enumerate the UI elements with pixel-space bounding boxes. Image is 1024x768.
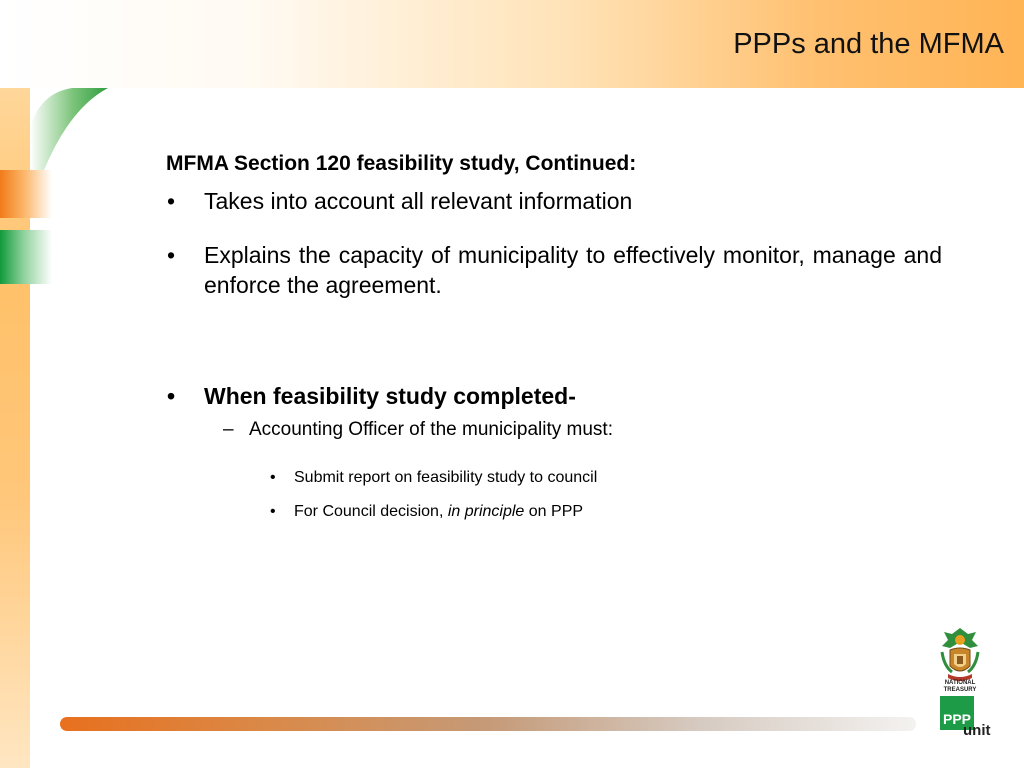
ppp-unit-logo	[932, 626, 991, 742]
national-treasury-label	[932, 680, 988, 694]
section-heading: MFMA Section 120 feasibility study, Continued:	[166, 152, 637, 175]
bullet-mark: •	[167, 383, 176, 409]
bullet-item	[167, 186, 944, 216]
sub-bullet-text: Accounting Officer of the municipality must:	[249, 419, 613, 440]
bullet-item	[167, 381, 944, 411]
bullet-mark: •	[167, 188, 176, 214]
unit-label: unit	[963, 722, 991, 739]
bullet-text: Explains the capacity of municipality to effectively monitor, manage and enforce the agreement.	[204, 242, 942, 298]
sub-sub-bullet-text-before: For Council decision,	[294, 503, 448, 520]
sub-sub-bullet-text-italic: in principle	[447, 503, 525, 520]
bullet-mark: •	[270, 469, 276, 486]
bullet-text: Takes into account all relevant information	[204, 188, 633, 214]
sub-sub-bullet-text-after: on PPP	[524, 503, 584, 520]
bullet-mark: •	[270, 503, 276, 520]
coat-of-arms-icon	[938, 626, 982, 682]
sub-sub-bullet-item	[270, 503, 584, 521]
bullet-text: When feasibility study completed-	[204, 383, 576, 409]
slide-title: PPPs and the MFMA	[733, 28, 1004, 60]
treasury-line-2: TREASURY	[943, 687, 977, 693]
bullet-item	[167, 240, 942, 300]
sub-sub-bullet-text: Submit report on feasibility study to council	[294, 469, 598, 486]
bullet-mark: •	[167, 242, 176, 268]
dash-mark: –	[223, 419, 234, 440]
treasury-line-1: NATIONAL	[944, 680, 976, 686]
sub-bullet-item	[223, 419, 613, 441]
sub-sub-bullet-item	[270, 469, 598, 487]
footer-gradient-bar	[60, 717, 916, 731]
ppp-box: PPP	[940, 696, 974, 730]
